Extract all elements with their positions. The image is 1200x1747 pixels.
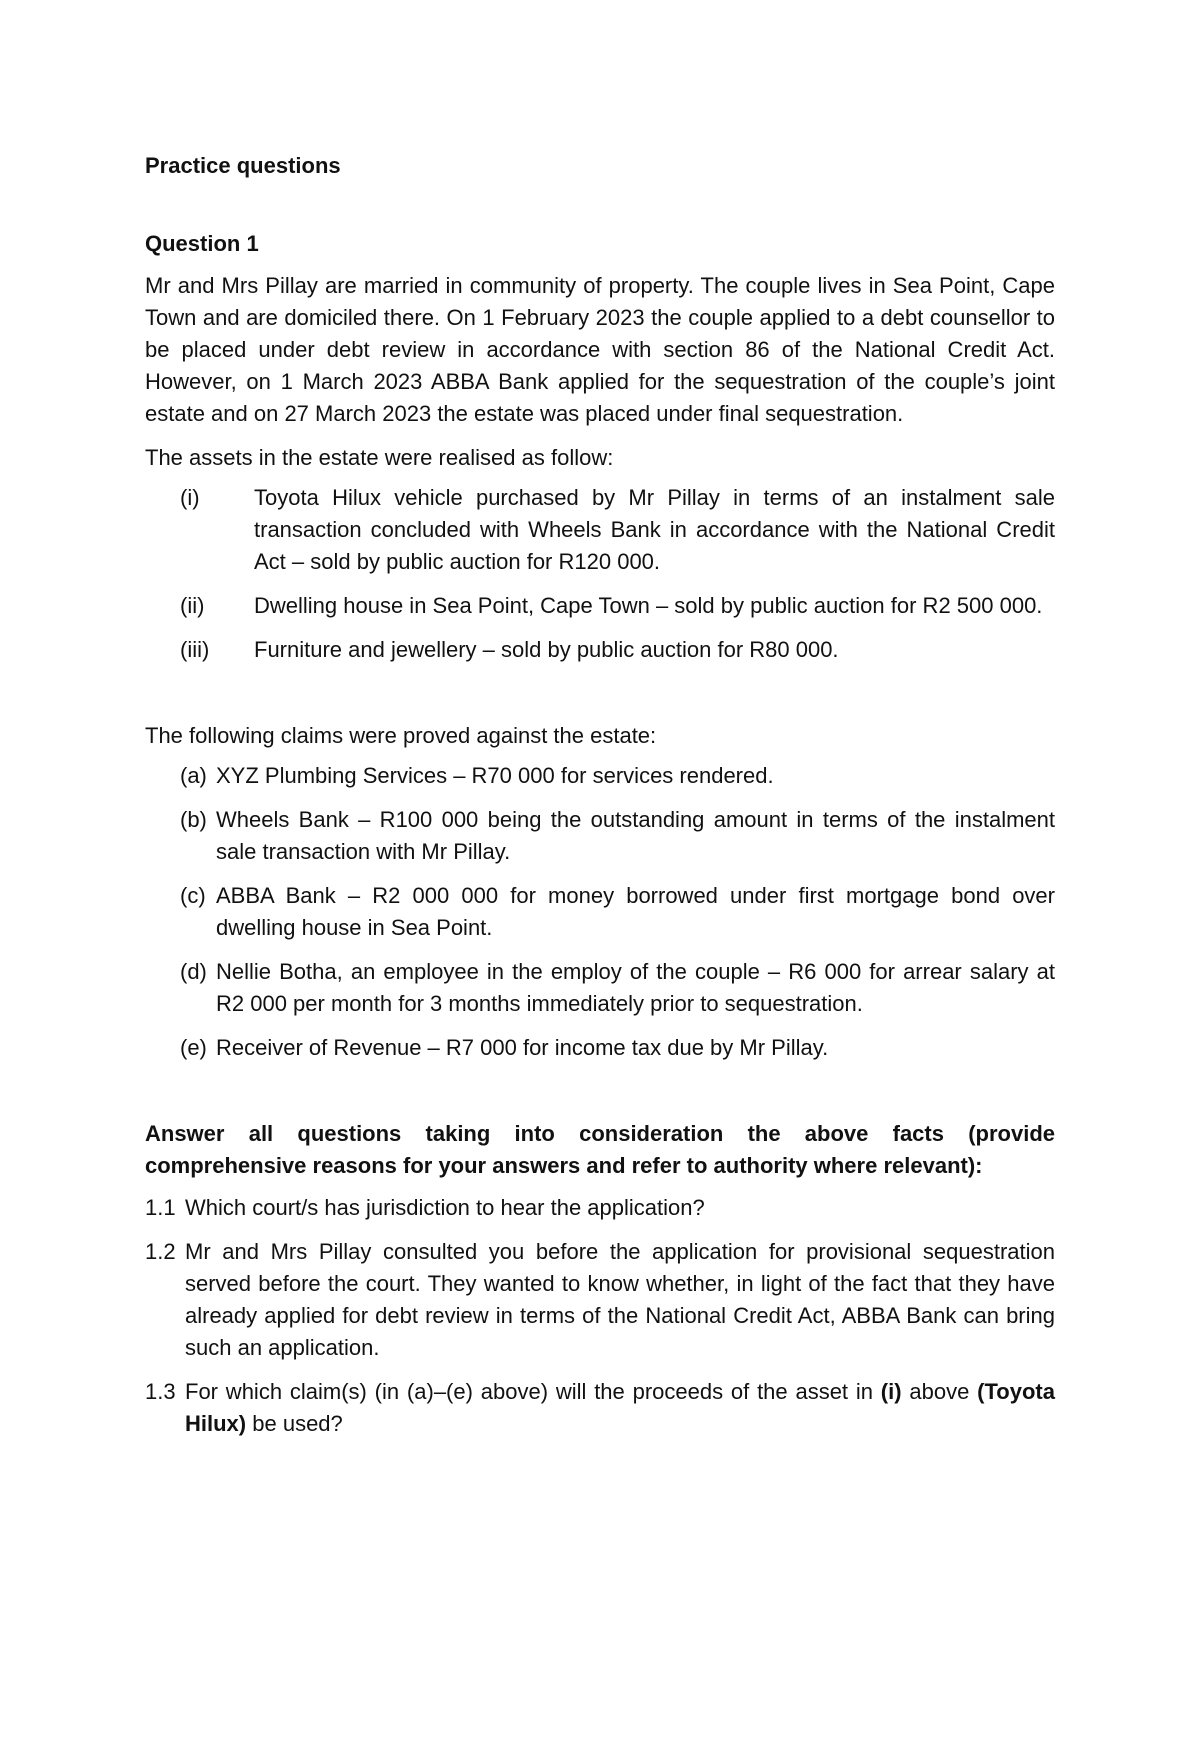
claim-text: Receiver of Revenue – R7 000 for income tax due by Mr Pillay.	[216, 1035, 829, 1060]
claim-letter: (b)	[180, 807, 207, 832]
claim-text: ABBA Bank – R2 000 000 for money borrowed under first mortgage bond over dwelling house in Sea Point.	[216, 883, 1055, 940]
document-page	[145, 150, 1055, 1452]
asset-number: (iii)	[180, 637, 210, 662]
subquestion-item	[145, 1236, 1055, 1364]
subquestion-number: 1.3	[145, 1379, 176, 1404]
subquestion-text-part: For which claim(s) (in (a)–(e) above) will the proceeds of the asset in	[185, 1379, 873, 1404]
asset-text: Furniture and jewellery – sold by public auction for R80 000.	[254, 637, 839, 662]
asset-reference-bold: (i)	[880, 1379, 902, 1404]
claims-list	[145, 760, 1055, 1064]
subquestion-number: 1.2	[145, 1239, 176, 1264]
claims-intro: The following claims were proved against the estate:	[145, 723, 657, 748]
claim-letter: (a)	[180, 763, 207, 788]
asset-number: (ii)	[180, 593, 205, 618]
claim-text: Nellie Botha, an employee in the employ of the couple – R6 000 for arrear salary at R2 000 per month for 3 months immediately prior to sequestration.	[216, 959, 1055, 1016]
subquestion-item	[145, 1376, 1055, 1440]
claim-item	[145, 804, 1055, 868]
claim-item	[145, 956, 1055, 1020]
asset-text: Toyota Hilux vehicle purchased by Mr Pillay in terms of an instalment sale transaction concluded with Wheels Bank in accordance with the National Credit Act – sold by public auction for R120 000.	[254, 485, 1055, 574]
claim-item	[145, 1032, 1055, 1064]
claim-text: XYZ Plumbing Services – R70 000 for services rendered.	[216, 763, 774, 788]
claim-text: Wheels Bank – R100 000 being the outstanding amount in terms of the instalment sale transaction with Mr Pillay.	[216, 807, 1055, 864]
subquestion-text-part: be used?	[252, 1411, 343, 1436]
claim-letter: (e)	[180, 1035, 207, 1060]
asset-item	[145, 634, 1055, 666]
asset-item	[145, 482, 1055, 578]
assets-intro: The assets in the estate were realised as follow:	[145, 445, 614, 470]
subquestion-list	[145, 1192, 1055, 1440]
asset-name-bold: (Toyota Hilux)	[185, 1379, 1055, 1436]
subquestion-text	[185, 1376, 1055, 1440]
claim-letter: (d)	[180, 959, 207, 984]
subquestion-text: Mr and Mrs Pillay consulted you before the application for provisional sequestration served before the court. They wanted to know whether, in light of the fact that they have already applied for debt review in terms of the National Credit Act, ABBA Bank can bring such an application.	[185, 1239, 1055, 1360]
claim-item	[145, 880, 1055, 944]
asset-text: Dwelling house in Sea Point, Cape Town – sold by public auction for R2 500 000.	[254, 593, 1043, 618]
subquestion-text: Which court/s has jurisdiction to hear the application?	[185, 1195, 705, 1220]
subquestion-text-part: above	[909, 1379, 970, 1404]
answer-instructions: Answer all questions taking into consideration the above facts (provide comprehensive reasons for your answers and refer to authority where relevant):	[145, 1121, 1055, 1178]
assets-list	[145, 482, 1055, 666]
asset-item	[145, 590, 1055, 622]
claim-item	[145, 760, 1055, 792]
claim-letter: (c)	[180, 883, 206, 908]
subquestion-item	[145, 1192, 1055, 1224]
subquestion-number: 1.1	[145, 1195, 176, 1220]
asset-number: (i)	[180, 485, 200, 510]
question-heading: Question 1	[145, 231, 259, 256]
question-intro-paragraph: Mr and Mrs Pillay are married in community of property. The couple lives in Sea Point, Cape Town and are domiciled there. On 1 February 2023 the couple applied to a debt counsellor to be placed under debt review in accordance with section 86 of the National Credit Act. However, on 1 March 2023 ABBA Bank applied for the sequestration of the couple’s joint estate and on 27 March 2023 the estate was placed under final sequestration.	[145, 273, 1055, 426]
page-title: Practice questions	[145, 153, 341, 178]
